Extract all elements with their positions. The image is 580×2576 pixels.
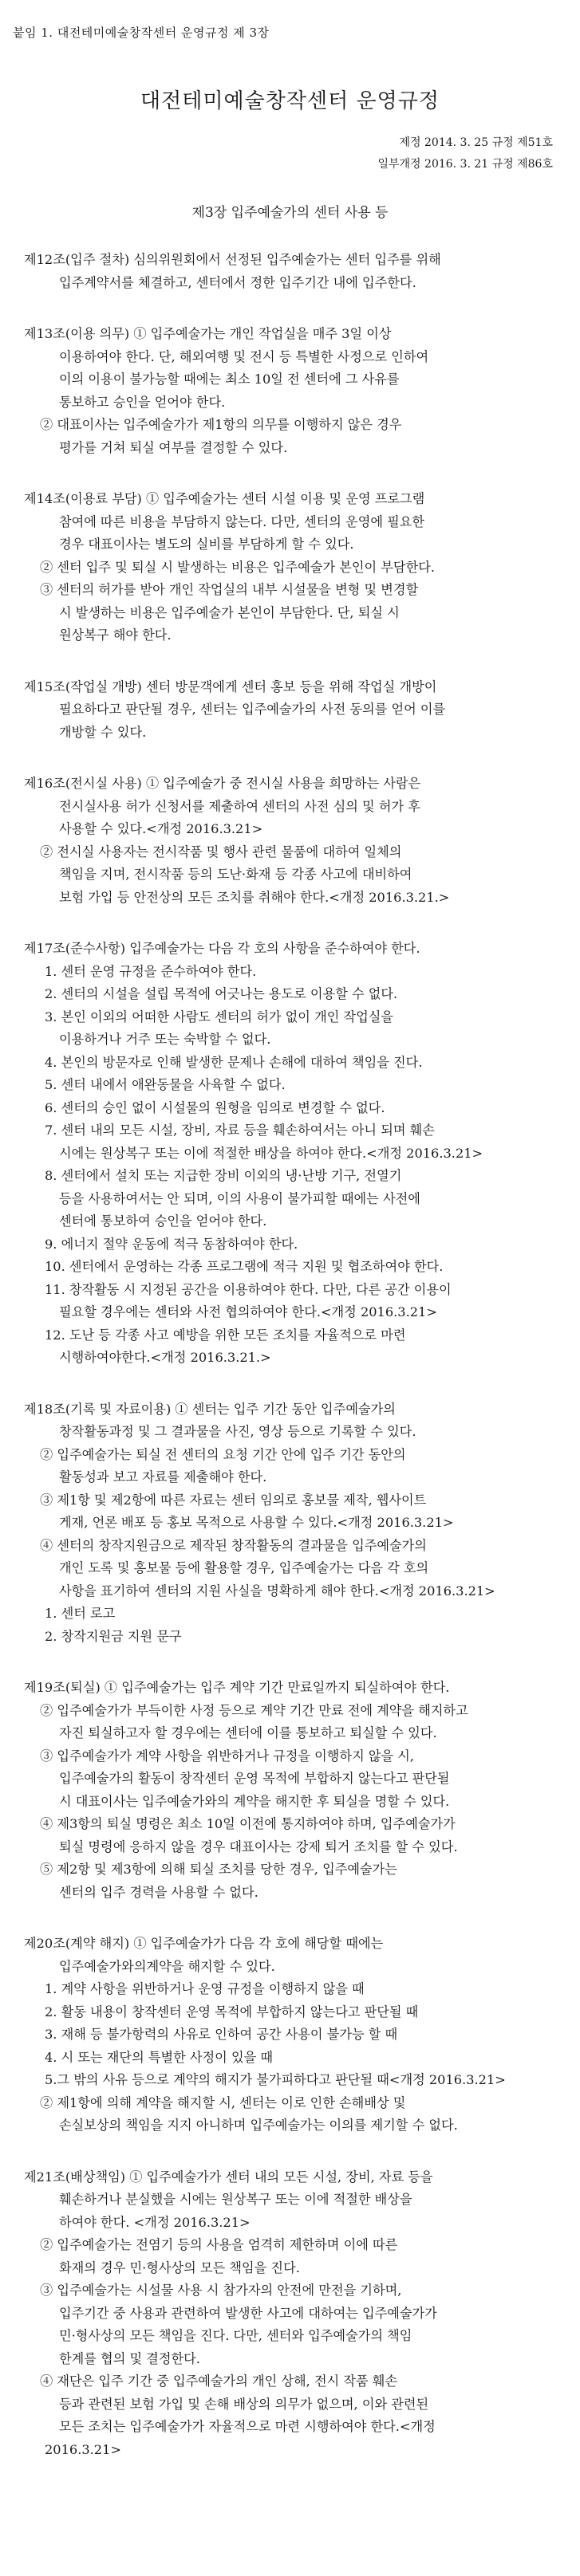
- article-line: 2. 활동 내용이 창작센터 운영 목적에 부합하지 않는다고 판단될 때: [45, 2004, 419, 2020]
- article-line: 2. 센터의 시설을 설립 목적에 어긋나는 용도로 이용할 수 없다.: [45, 986, 398, 1001]
- article: [24, 1398, 559, 1649]
- article-line: 시 대표이사는 입주예술가와의 계약을 해지한 후 퇴실을 명할 수 있다.: [59, 1793, 450, 1809]
- article-line: 하여야 한다. <개정 2016.3.21>: [59, 2214, 251, 2230]
- article-line: 개방할 수 있다.: [59, 724, 147, 740]
- article-line: ② 센터 입주 및 퇴실 시 발생하는 비용은 입주예술가 본인이 부담한다.: [40, 559, 435, 575]
- article-gap: [24, 744, 559, 773]
- article-line: 모든 조치는 입주예술가가 자율적으로 마련 시행하여야 한다.<개정: [59, 2419, 436, 2434]
- article-line: 12. 도난 등 각종 사고 예방을 위한 모든 조치를 자율적으로 마련: [45, 1327, 406, 1343]
- article: [24, 938, 559, 1370]
- document-title: 대전테미예술창작센터 운영규정: [140, 89, 440, 113]
- article-line: 한계를 협의 및 결정한다.: [59, 2350, 200, 2366]
- article-gap: [24, 1904, 559, 1933]
- article-line: 9. 에너지 절약 운동에 적극 동참하여야 한다.: [45, 1236, 298, 1252]
- article-heading-line: 제20조(계약 해지) ① 입주예술가가 다음 각 호에 해당할 때에는: [24, 1936, 384, 1951]
- article-line: 필요하다고 판단될 경우, 센터는 입주예술가의 사전 동의를 얻어 이를: [59, 702, 446, 717]
- attachment-label: 붙임 1. 대전테미예술창작센터 운영규정 제 3장: [13, 26, 270, 40]
- article-line: ④ 제3항의 퇴실 명령은 최소 10일 이전에 통지하여야 하며, 입주예술가가: [40, 1816, 456, 1831]
- article-line: 등을 사용하여서는 안 되며, 이의 사용이 불가피할 때에는 사전에: [59, 1190, 420, 1206]
- article-line: 이용하거나 거주 또는 숙박할 수 없다.: [59, 1032, 271, 1047]
- article-line: 이용하여야 한다. 단, 해외여행 및 전시 등 특별한 사정으로 인하여: [59, 348, 429, 364]
- article-line: 4. 본인의 방문자로 인해 발생한 문제나 손해에 대하여 책임을 진다.: [45, 1054, 423, 1070]
- article-line: 5. 센터 내에서 애완동물을 사육할 수 없다.: [45, 1077, 286, 1092]
- article-heading-line: 제19조(퇴실) ① 입주예술가는 입주 계약 기간 만료일까지 퇴실하여야 한다.: [24, 1680, 450, 1695]
- article-line: 자진 퇴실하고자 할 경우에는 센터에 이를 통보하고 퇴실할 수 있다.: [59, 1725, 437, 1740]
- article-line: 입주예술가와의계약을 해지할 수 있다.: [59, 1958, 275, 1974]
- article-line: 게재, 언론 배포 등 홍보 목적으로 사용할 수 있다.<개정 2016.3.21>: [59, 1515, 454, 1530]
- article-line: 사용할 수 있다.<개정 2016.3.21>: [59, 821, 263, 836]
- enactment-info: [377, 132, 553, 175]
- article: [24, 1677, 559, 1904]
- article-line: 6. 센터의 승인 없이 시설물의 원형을 임의로 변경할 수 없다.: [45, 1099, 385, 1115]
- article: [24, 2166, 559, 2462]
- article-gap: [24, 2137, 559, 2166]
- article-heading-line: 제12조(입주 절차) 심의위원회에서 선정된 입주예술가는 센터 입주를 위해: [24, 252, 441, 267]
- article-line: ② 제1항에 의해 계약을 해지할 시, 센터는 이로 인한 손해배상 및: [40, 2094, 406, 2110]
- article-line: 통보하고 승인을 얻어야 한다.: [59, 394, 226, 410]
- article-line: 7. 센터 내의 모든 시설, 장비, 자료 등을 훼손하여서는 아니 되며 훼손: [45, 1123, 435, 1138]
- article: [24, 323, 559, 459]
- article-line: ② 입주예술가가 부득이한 사정 등으로 계약 기간 만료 전에 계약을 해지하고: [40, 1702, 468, 1718]
- article-line: 시 발생하는 비용은 입주예술가 본인이 부담한다. 단, 퇴실 시: [59, 604, 400, 620]
- article-line: 5.그 밖의 사유 등으로 계약의 해지가 불가피하다고 판단될 때<개정 2016.3.21>: [45, 2072, 506, 2087]
- article-line: 개인 도록 및 홍보물 등에 활용할 경우, 입주예술가는 다음 각 호의: [59, 1560, 429, 1575]
- enactment-line: 제정 2014. 3. 25 규정 제51호: [399, 136, 553, 149]
- article-line: 원상복구 해야 한다.: [59, 627, 172, 643]
- article: [24, 676, 559, 745]
- article-line: ④ 재단은 입주 기간 중 입주예술가의 개인 상해, 전시 작품 훼손: [40, 2373, 398, 2389]
- article-line: ⑤ 제2항 및 제3항에 의해 퇴실 조치를 당한 경우, 입주예술가는: [40, 1862, 397, 1877]
- article-line: 참여에 따른 비용을 부담하지 않는다. 다만, 센터의 운영에 필요한: [59, 513, 425, 529]
- article-gap: [24, 294, 559, 323]
- article-line: 활동성과 보고 자료를 제출해야 한다.: [59, 1469, 267, 1485]
- article-gap: [24, 459, 559, 488]
- article-heading-line: 제14조(이용료 부담) ① 입주예술가는 센터 시설 이용 및 운영 프로그램: [24, 491, 425, 506]
- article-line: 평가를 거쳐 퇴실 여부를 결정할 수 있다.: [59, 439, 288, 455]
- article-line: 보험 가입 등 안전상의 모든 조치를 취해야 한다.<개정 2016.3.21.>: [59, 889, 450, 905]
- article-line: 1. 센터 운영 규정을 준수하여야 한다.: [45, 963, 257, 979]
- article-line: ③ 제1항 및 제2항에 따른 자료는 센터 임의로 홍보물 제작, 웹사이트: [40, 1492, 427, 1508]
- article-heading-line: 제16조(전시실 사용) ① 입주예술가 중 전시실 사용을 희망하는 사람은: [24, 776, 421, 791]
- article-heading-line: 제13조(이용 의무) ① 입주예술가는 개인 작업실을 매주 3일 이상: [24, 326, 392, 341]
- article-gap: [24, 1648, 559, 1677]
- article-line: 손실보상의 책임을 지지 아니하며 입주예술가는 이의를 제기할 수 없다.: [59, 2118, 458, 2133]
- article-line: 입주계약서를 체결하고, 센터에서 정한 입주기간 내에 입주한다.: [59, 274, 416, 290]
- article-gap: [24, 647, 559, 676]
- article-heading-line: 제18조(기록 및 자료이용) ① 센터는 입주 기간 동안 입주예술가의: [24, 1401, 396, 1417]
- articles-body: [24, 249, 559, 2461]
- article-heading-line: 제21조(배상책임) ① 입주예술가가 센터 내의 모든 시설, 장비, 자료 등을: [24, 2169, 433, 2185]
- revision-line: 일부개정 2016. 3. 21 규정 제86호: [377, 158, 553, 171]
- article-line: ② 입주예술가는 전염기 등의 사용을 엄격히 제한하며 이에 따른: [40, 2237, 398, 2252]
- article-line: 훼손하거나 분실했을 시에는 원상복구 또는 이에 적절한 배상을: [59, 2192, 412, 2207]
- article-line: 3. 재해 등 불가항력의 사유로 인하여 공간 사용이 불가능 할 때: [45, 2027, 398, 2042]
- article: [24, 1933, 559, 2137]
- article-line: 4. 시 또는 재단의 특별한 사정이 있을 때: [45, 2049, 274, 2065]
- article: [24, 249, 559, 294]
- article-line: 전시실사용 허가 신청서를 제출하여 센터의 사전 심의 및 허가 후: [59, 798, 420, 814]
- article-line: 창작활동과정 및 그 결과물을 사진, 영상 등으로 기록할 수 있다.: [59, 1424, 416, 1439]
- article-line: 입주기간 중 사용과 관련하여 발생한 사고에 대하여는 입주예술가가: [59, 2305, 437, 2321]
- article-line: ② 입주예술가는 퇴실 전 센터의 요청 기간 안에 입주 기간 동안의: [40, 1446, 406, 1462]
- article-line: ② 대표이사는 입주예술가가 제1항의 의무를 이행하지 않은 경우: [40, 417, 402, 432]
- article-line: 퇴실 명령에 응하지 않을 경우 대표이사는 강제 퇴거 조치를 할 수 있다.: [59, 1839, 458, 1854]
- article-gap: [24, 909, 559, 938]
- article-line: 시에는 원상복구 또는 이에 적절한 배상을 하여야 한다.<개정 2016.3.21>: [59, 1145, 483, 1161]
- article-line: ③ 입주예술가는 시설물 사용 시 참가자의 안전에 만전을 기하며,: [40, 2283, 402, 2298]
- article-line: ③ 입주예술가가 계약 사항을 위반하거나 규정을 이행하지 않을 시,: [40, 1748, 415, 1764]
- article-line: 이의 이용이 불가능할 때에는 최소 10일 전 센터에 그 사유를: [59, 372, 400, 387]
- article-line: 시행하여야한다.<개정 2016.3.21.>: [59, 1350, 271, 1365]
- article-heading-line: 제17조(준수사항) 입주예술가는 다음 각 호의 사항을 준수하여야 한다.: [24, 941, 420, 956]
- article-line: 사항을 표기하여 센터의 지원 사실을 명확하게 해야 한다.<개정 2016.3.21>: [59, 1583, 495, 1599]
- article-line: 화재의 경우 민·형사상의 모든 책임을 진다.: [59, 2259, 300, 2275]
- article-line: ③ 센터의 허가를 받아 개인 작업실의 내부 시설물을 변형 및 변경할: [40, 582, 419, 597]
- article-line: 1. 계약 사항을 위반하거나 운영 규정을 이행하지 않을 때: [45, 1981, 365, 1996]
- article-line: 센터에 통보하여 승인을 얻어야 한다.: [59, 1213, 267, 1229]
- article-line: 2016.3.21>: [45, 2441, 121, 2457]
- article-gap: [24, 1370, 559, 1398]
- article-heading-line: 제15조(작업실 개방) 센터 방문객에게 센터 홍보 등을 위해 작업실 개방이: [24, 678, 437, 694]
- article-line: 2. 창작지원금 지원 문구: [45, 1628, 182, 1644]
- article-line: 10. 센터에서 운영하는 각종 프로그램에 적극 지원 및 협조하여야 한다.: [45, 1259, 444, 1274]
- article-line: 경우 대표이사는 별도의 실비를 부담하게 할 수 있다.: [59, 537, 354, 552]
- article-line: ④ 센터의 창작지원금으로 제작된 창작활동의 결과물을 입주예술가의: [40, 1537, 427, 1553]
- article-line: 센터의 입주 경력을 사용할 수 없다.: [59, 1884, 258, 1900]
- article-line: 11. 창작활동 시 지정된 공간을 이용하여야 한다. 다만, 다른 공간 이용이: [45, 1281, 452, 1297]
- article-line: 책임을 지며, 전시작품 등의 도난·화재 등 각종 사고에 대비하여: [59, 867, 412, 882]
- article-line: 등과 관련된 보험 가입 및 손해 배상의 의무가 없으며, 이와 관련된: [59, 2396, 429, 2412]
- article-line: ② 전시실 사용자는 전시작품 및 행사 관련 물품에 대하여 일체의: [40, 844, 402, 859]
- chapter-heading: 제3장 입주예술가의 센터 사용 등: [191, 205, 389, 221]
- article-line: 필요할 경우에는 센터와 사전 협의하여야 한다.<개정 2016.3.21>: [59, 1304, 437, 1319]
- article-line: 입주예술가의 활동이 창작센터 운영 목적에 부합하지 않는다고 판단될: [59, 1771, 450, 1786]
- article-line: 1. 센터 로고: [45, 1606, 116, 1621]
- article-line: 3. 본인 이외의 어떠한 사람도 센터의 허가 없이 개인 작업실을: [45, 1009, 394, 1025]
- article-line: 민·형사상의 모든 책임을 진다. 다만, 센터와 입주예술가의 책임: [59, 2328, 412, 2343]
- article: [24, 488, 559, 647]
- article-line: 8. 센터에서 설치 또는 지급한 장비 이외의 냉·난방 기구, 전열기: [45, 1168, 402, 1183]
- article: [24, 773, 559, 909]
